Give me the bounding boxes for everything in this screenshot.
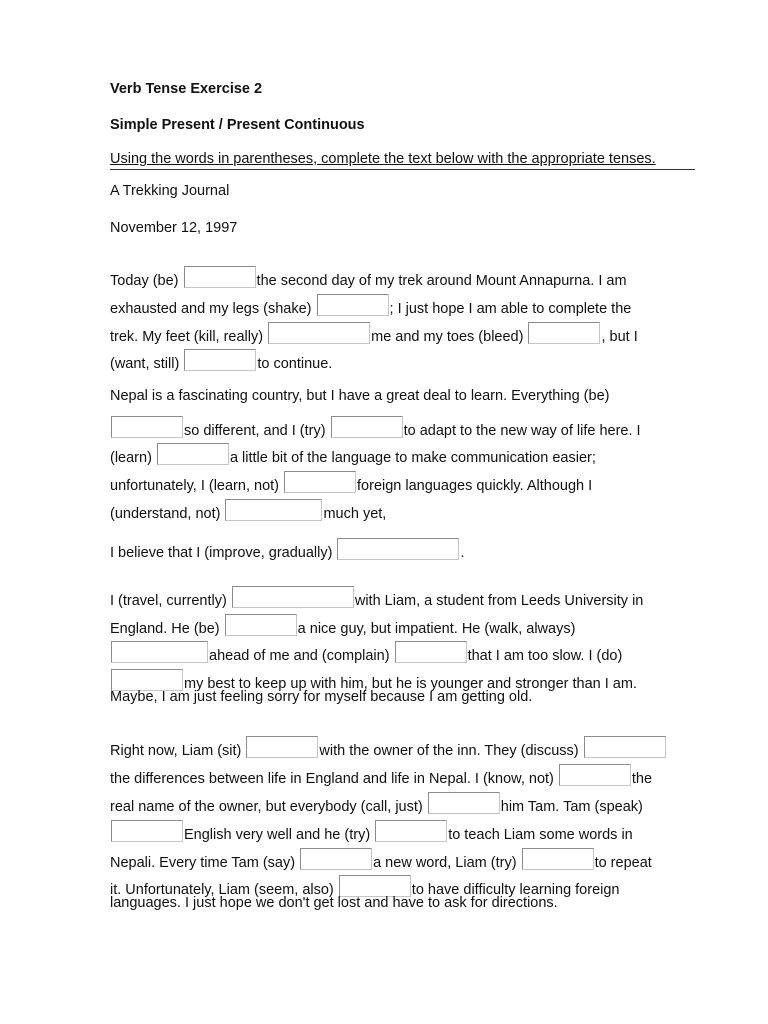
text-segment: Today (be) [110,273,183,289]
answer-blank-15[interactable] [395,641,467,663]
instructions-divider [110,169,695,170]
text-line [110,848,652,871]
answer-blank-6[interactable] [111,416,183,438]
text-segment: Nepali. Every time Tam (say) [110,855,300,871]
text-line [110,294,631,317]
answer-blank-22[interactable] [375,820,447,842]
answer-blank-18[interactable] [584,736,666,758]
answer-blank-21[interactable] [111,820,183,842]
text-line [110,538,465,561]
text-segment: foreign languages quickly. Although I [357,478,593,494]
text-segment: that I am too slow. I (do) [467,648,623,664]
text-segment: it. Unfortunately, Liam (seem, also) [110,882,338,898]
text-segment: . [460,545,465,561]
text-segment: I believe that I (improve, gradually) [110,545,337,561]
text-line [110,499,386,522]
text-segment: the [631,771,653,787]
text-segment: with Liam, a student from Leeds University in [354,593,644,609]
answer-blank-12[interactable] [232,586,354,608]
answer-blank-5[interactable] [184,349,256,371]
text-line [110,614,575,637]
text-line [110,322,638,345]
text-line [110,586,643,609]
text-segment: to repeat [594,855,652,871]
text-segment: Maybe, I am just feeling sorry for myself because I am getting old. [110,689,533,705]
answer-blank-20[interactable] [428,792,500,814]
answer-blank-17[interactable] [246,736,318,758]
text-segment: so different, and I (try) [184,423,330,439]
text-line [110,895,558,911]
answer-blank-2[interactable] [317,294,389,316]
text-segment: a new word, Liam (try) [373,855,521,871]
answer-blank-13[interactable] [225,614,297,636]
answer-blank-4[interactable] [528,322,600,344]
text-segment: languages. I just hope we don't get lost and have to ask for directions. [110,895,558,911]
answer-blank-16[interactable] [111,669,183,691]
answer-blank-9[interactable] [284,471,356,493]
text-line [110,764,652,787]
text-segment: England. He (be) [110,621,224,637]
text-line [110,443,596,466]
text-line [110,689,532,705]
text-segment: Nepal is a fascinating country, but I have a great deal to learn. Everything (be) [110,388,610,404]
text-segment: me and my toes (bleed) [371,329,528,345]
text-line [110,471,592,494]
answer-blank-8[interactable] [157,443,229,465]
answer-blank-7[interactable] [331,416,403,438]
answer-blank-24[interactable] [522,848,594,870]
text-segment: to adapt to the new way of life here. I [403,423,641,439]
answer-blank-23[interactable] [300,848,372,870]
text-line [110,349,332,372]
text-segment: ahead of me and (complain) [209,648,394,664]
text-segment: ; I just hope I am able to complete the [389,301,632,317]
text-line [110,416,641,439]
text-segment: exhausted and my legs (shake) [110,301,316,317]
text-line [110,792,643,815]
text-line [110,820,633,843]
answer-blank-11[interactable] [337,538,459,560]
text-segment: to have difficulty learning foreign [411,882,620,898]
text-line [110,266,627,289]
journal-title: A Trekking Journal [110,183,230,199]
answer-blank-25[interactable] [339,875,411,897]
text-segment: trek. My feet (kill, really) [110,329,268,345]
text-segment: to teach Liam some words in [448,827,633,843]
instructions: Using the words in parentheses, complete the text below with the appropriate tenses. [110,151,656,167]
text-segment: the differences between life in England and life in Nepal. I (know, not) [110,771,558,787]
page-subtitle: Simple Present / Present Continuous [110,117,365,133]
answer-blank-3[interactable] [268,322,370,344]
answer-blank-19[interactable] [559,764,631,786]
text-segment: him Tam. Tam (speak) [500,799,643,815]
text-segment: English very well and he (try) [184,827,375,843]
text-segment: (want, still) [110,356,184,372]
text-line [110,641,622,664]
text-line [110,388,609,404]
text-segment: my best to keep up with him, but he is younger and stronger than I am. [184,676,637,692]
text-segment: a little bit of the language to make communication easier; [229,450,596,466]
journal-date: November 12, 1997 [110,220,238,236]
text-segment: (learn) [110,450,156,466]
text-segment: to continue. [257,356,333,372]
text-segment: Right now, Liam (sit) [110,743,246,759]
text-segment: (understand, not) [110,506,225,522]
answer-blank-14[interactable] [111,641,208,663]
text-segment: I (travel, currently) [110,593,231,609]
answer-blank-10[interactable] [225,499,322,521]
text-segment: much yet, [323,506,387,522]
text-segment: the second day of my trek around Mount Annapurna. I am [256,273,627,289]
text-segment: , but I [601,329,638,345]
text-line [110,736,667,759]
text-segment: real name of the owner, but everybody (call, just) [110,799,427,815]
text-segment: with the owner of the inn. They (discuss) [319,743,583,759]
page-title: Verb Tense Exercise 2 [110,81,263,97]
text-segment: unfortunately, I (learn, not) [110,478,284,494]
answer-blank-1[interactable] [184,266,256,288]
text-segment: a nice guy, but impatient. He (walk, always) [297,621,576,637]
